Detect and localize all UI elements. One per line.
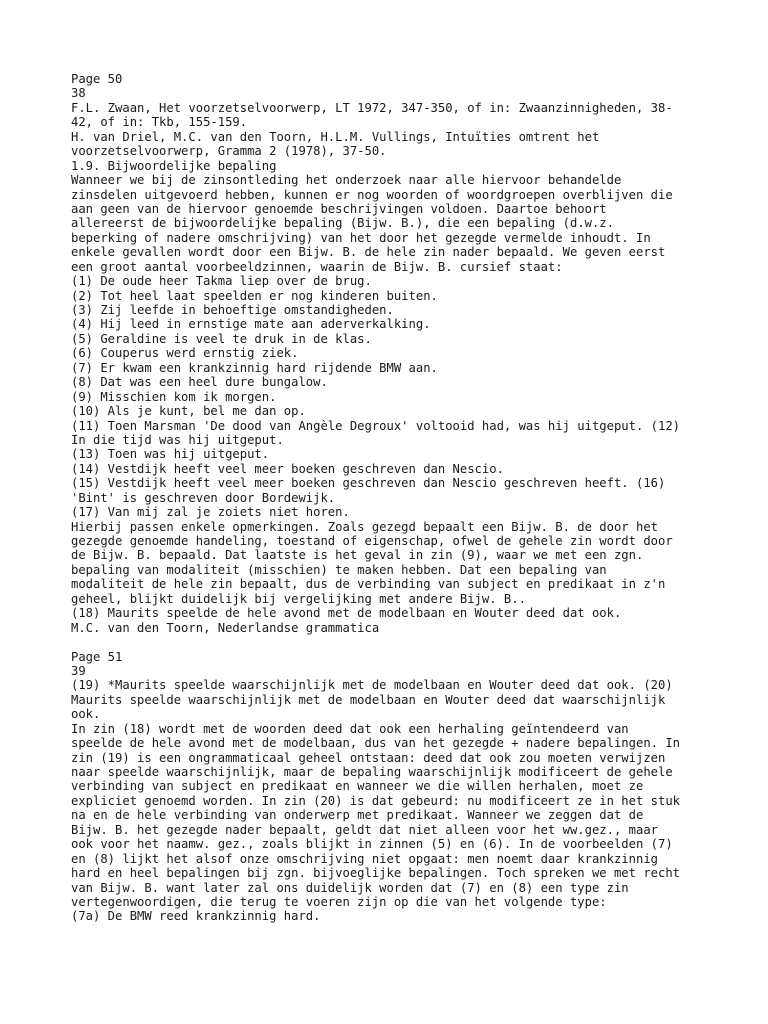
text-line: enkele gevallen wordt door een Bijw. B. de hele zin nader bepaald. We geven eerst — [71, 245, 666, 260]
document-body — [71, 72, 761, 924]
text-line: (13) Toen was hij uitgeput. — [71, 447, 270, 462]
page-header: Page 51 — [71, 649, 123, 664]
text-line: speelde de hele avond met de modelbaan, dus van het gezegde + nadere bepalingen. In — [71, 736, 681, 751]
text-line: (5) Geraldine is veel te druk in de klas. — [71, 331, 372, 346]
page-51-block — [71, 650, 761, 924]
text-line: een groot aantal voorbeeldzinnen, waarin de Bijw. B. cursief staat: — [71, 259, 563, 274]
text-line: de Bijw. B. bepaald. Dat laatste is het geval in zin (9), waar we met een zgn. — [71, 548, 644, 563]
text-line: bepaling van modaliteit (misschien) te maken hebben. Dat een bepaling van — [71, 562, 607, 577]
text-line: Maurits speelde waarschijnlijk met de modelbaan en Wouter deed dat waarschijnlijk — [71, 692, 666, 707]
text-line: In zin (18) wordt met de woorden deed dat ook een herhaling geïntendeerd van — [71, 721, 629, 736]
text-line: en (8) lijkt het alsof onze omschrijving niet opgaat: men noemt daar krankzinnig — [71, 851, 658, 866]
text-line: hard en heel bepalingen bij zgn. bijvoeglijke bepalingen. Toch spreken we met recht — [71, 866, 681, 881]
page-separator — [71, 635, 761, 649]
text-line: van Bijw. B. want later zal ons duidelijk worden dat (7) en (8) een type zin — [71, 880, 629, 895]
text-line: (14) Vestdijk heeft veel meer boeken geschreven dan Nescio. — [71, 461, 504, 476]
text-line: 'Bint' is geschreven door Bordewijk. — [71, 490, 336, 505]
page-50-block — [71, 72, 761, 635]
text-line: (1) De oude heer Takma liep over de brug. — [71, 274, 372, 289]
text-line: Bijw. B. het gezegde nader bepaalt, geldt dat niet alleen voor het ww.gez., maar — [71, 822, 658, 837]
text-line: geheel, blijkt duidelijk bij vergelijking met andere Bijw. B.. — [71, 591, 526, 606]
text-line: F.L. Zwaan, Het voorzetselvoorwerp, LT 1972, 347-350, of in: Zwaanzinnigheden, 38- — [71, 100, 673, 115]
text-line: (18) Maurits speelde de hele avond met de modelbaan en Wouter deed dat ook. — [71, 606, 622, 621]
text-line: aan geen van de hiervoor genoemde beschrijvingen voldoen. Daartoe behoort — [71, 201, 607, 216]
text-line: ook. — [71, 707, 101, 722]
page-header: Page 50 — [71, 72, 123, 86]
text-line: 42, of in: Tkb, 155-159. — [71, 115, 248, 130]
text-line: verbinding van subject en predikaat en wanneer we die willen herhalen, moet ze — [71, 779, 644, 794]
text-line: na en de hele verbinding van onderwerp met predikaat. Wanneer we zeggen dat de — [71, 808, 644, 823]
text-line: (9) Misschien kom ik morgen. — [71, 389, 277, 404]
text-line: (6) Couperus werd ernstig ziek. — [71, 346, 299, 361]
text-line: 1.9. Bijwoordelijke bepaling — [71, 158, 277, 173]
text-line: (3) Zij leefde in behoeftige omstandigheden. — [71, 303, 394, 317]
text-line: zin (19) is een ongrammaticaal geheel ontstaan: deed dat ook zou moeten verwijzen — [71, 750, 666, 765]
text-line: (15) Vestdijk heeft veel meer boeken geschreven dan Nescio geschreven heeft. (16) — [71, 476, 666, 491]
text-line: (7) Er kwam een krankzinnig hard rijdende BMW aan. — [71, 360, 438, 375]
text-line: gezegde genoemde handeling, toestand of eigenschap, ofwel de gehele zin wordt door — [71, 534, 673, 548]
text-line: Hierbij passen enkele opmerkingen. Zoals gezegd bepaalt een Bijw. B. de door het — [71, 519, 658, 534]
text-line: (4) Hij leed in ernstige mate aan aderverkalking. — [71, 317, 431, 332]
text-line: (2) Tot heel laat speelden er nog kinderen buiten. — [71, 288, 438, 303]
text-line: expliciet genoemd worden. In zin (20) is dat gebeurd: nu modificeert ze in het stuk — [71, 793, 681, 808]
text-line: beperking of nadere omschrijving) van het door het gezegde vermelde inhoudt. In — [71, 230, 651, 245]
text-line: (10) Als je kunt, bel me dan op. — [71, 404, 306, 419]
text-line: (7a) De BMW reed krankzinnig hard. — [71, 909, 321, 924]
text-line: In die tijd was hij uitgeput. — [71, 432, 284, 447]
text-line: Wanneer we bij de zinsontleding het onderzoek naar alle hiervoor behandelde — [71, 173, 622, 188]
text-line: zinsdelen uitgevoerd hebben, kunnen er nog woorden of woordgroepen overblijven die — [71, 187, 673, 202]
text-line: naar speelde waarschijnlijk, maar de bepaling waarschijnlijk modificeert de gehele — [71, 765, 673, 779]
page-number: 38 — [71, 86, 86, 101]
text-line: allereerst de bijwoordelijke bepaling (Bijw. B.), die een bepaling (d.w.z. — [71, 216, 614, 231]
page-number: 39 — [71, 663, 86, 678]
text-line: H. van Driel, M.C. van den Toorn, H.L.M. Vullings, Intuïties omtrent het — [71, 129, 600, 144]
text-line: (11) Toen Marsman 'De dood van Angèle Degroux' voltooid had, was hij uitgeput. (12) — [71, 418, 681, 433]
text-line: (8) Dat was een heel dure bungalow. — [71, 375, 328, 390]
text-line: (19) *Maurits speelde waarschijnlijk met de modelbaan en Wouter deed dat ook. (20) — [71, 678, 673, 693]
text-line: vertegenwoordigen, die terug te voeren zijn op die van het volgende type: — [71, 894, 607, 909]
text-line: (17) Van mij zal je zoiets niet horen. — [71, 505, 350, 520]
text-line: modaliteit de hele zin bepaalt, dus de verbinding van subject en predikaat in z'n — [71, 577, 666, 592]
text-line: ook voor het naamw. gez., zoals blijkt in zinnen (5) en (6). In de voorbeelden (7) — [71, 837, 673, 852]
text-line: M.C. van den Toorn, Nederlandse grammatica — [71, 620, 380, 635]
text-line: voorzetselvoorwerp, Gramma 2 (1978), 37-50. — [71, 144, 387, 159]
